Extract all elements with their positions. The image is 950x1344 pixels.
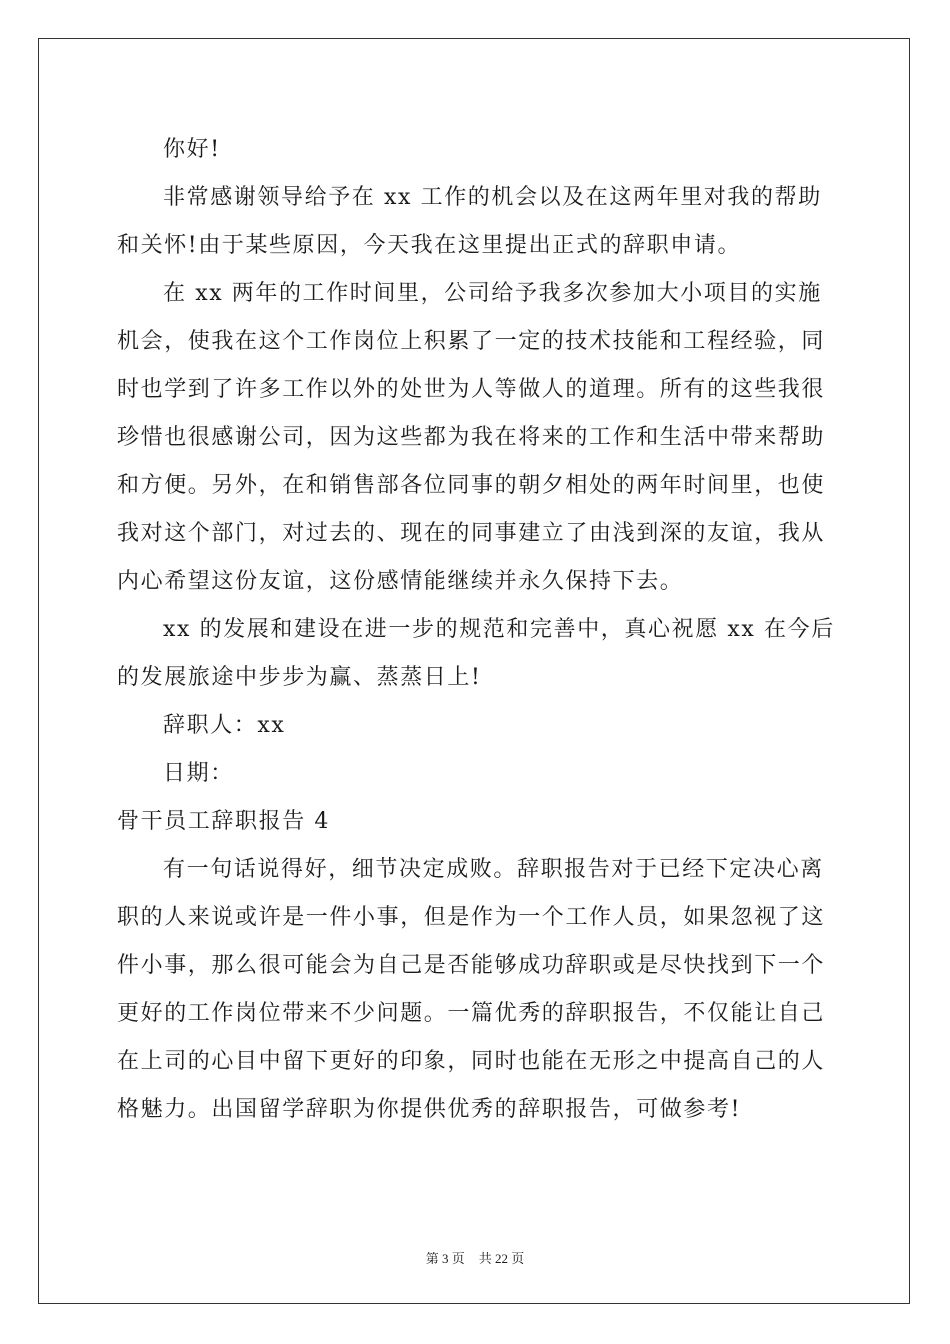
text-line: 在上司的心目中留下更好的印象，同时也能在无形之中提高自己的人 [117, 1049, 826, 1074]
text-line: 时也学到了许多工作以外的处世为人等做人的道理。所有的这些我很 [117, 377, 826, 402]
text-line: 职的人来说或许是一件小事，但是作为一个工作人员，如果忽视了这 [117, 905, 826, 930]
text-line: 有一句话说得好，细节决定成败。辞职报告对于已经下定决心离 [163, 857, 824, 882]
text-line: 件小事，那么很可能会为自己是否能够成功辞职或是尽快找到下一个 [117, 953, 826, 978]
date-line: 日期： [163, 761, 234, 786]
text-line: 和关怀!由于某些原因，今天我在这里提出正式的辞职申请。 [117, 233, 742, 258]
total-pages: 共 22 页 [478, 1251, 525, 1266]
section-heading: 骨干员工辞职报告 4 [117, 809, 330, 834]
text-line: 机会，使我在这个工作岗位上积累了一定的技术技能和工程经验，同 [117, 329, 826, 354]
text-line: 和方便。另外，在和销售部各位同事的朝夕相处的两年时间里，也使 [117, 473, 826, 498]
signature-line: 辞职人：xx [163, 713, 286, 738]
text-line: 内心希望这份友谊，这份感情能继续并永久保持下去。 [117, 569, 684, 594]
document-body [117, 126, 833, 1134]
text-line: 非常感谢领导给予在 xx 工作的机会以及在这两年里对我的帮助 [163, 185, 822, 210]
page-footer [0, 1248, 950, 1267]
text-line: 我对这个部门，对过去的、现在的同事建立了由浅到深的友谊，我从 [117, 521, 826, 546]
text-line: xx 的发展和建设在进一步的规范和完善中，真心祝愿 xx 在今后 [163, 617, 835, 642]
page-number: 第 3 页 [425, 1251, 465, 1266]
greeting-line: 你好! [163, 137, 221, 162]
text-line: 的发展旅途中步步为赢、蒸蒸日上! [117, 665, 482, 690]
text-line: 格魅力。出国留学辞职为你提供优秀的辞职报告，可做参考! [117, 1097, 742, 1122]
text-line: 更好的工作岗位带来不少问题。一篇优秀的辞职报告，不仅能让自己 [117, 1001, 826, 1026]
text-line: 珍惜也很感谢公司，因为这些都为我在将来的工作和生活中带来帮助 [117, 425, 826, 450]
text-line: 在 xx 两年的工作时间里，公司给予我多次参加大小项目的实施 [163, 281, 822, 306]
